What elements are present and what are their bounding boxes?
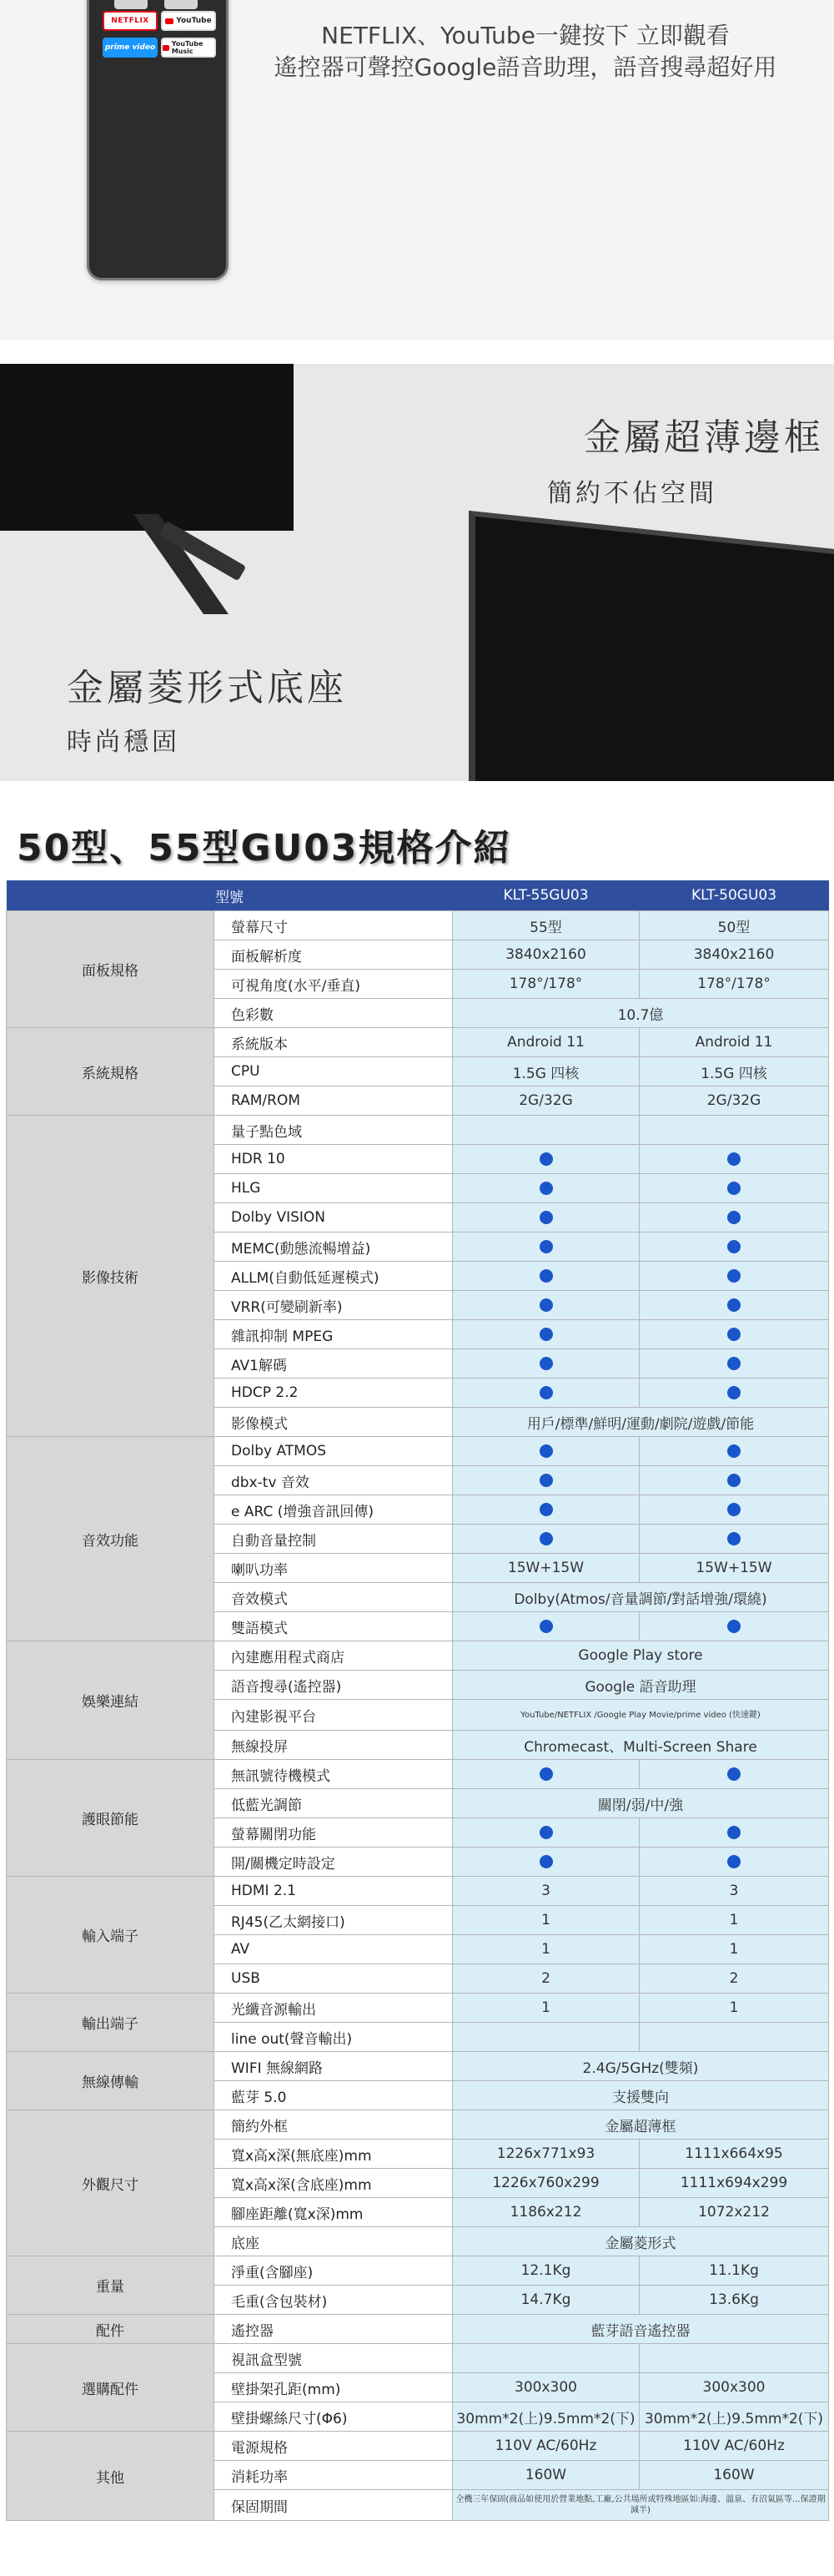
- spec-group-label: 輸入端子: [7, 1877, 214, 1994]
- spec-value: 15W+15W: [453, 1554, 640, 1583]
- supported-dot-icon: [640, 1233, 829, 1262]
- supported-dot-icon: [453, 1174, 640, 1203]
- spec-item-label: dbx-tv 音效: [214, 1466, 453, 1495]
- supported-dot-icon: [540, 1503, 553, 1516]
- spec-group-label: 輸出端子: [7, 1994, 214, 2052]
- spec-item-label: 雜訊抑制 MPEG: [214, 1320, 453, 1349]
- netflix-button: NETFLIX: [103, 11, 158, 31]
- spec-value: 1111x694x299: [640, 2169, 829, 2198]
- supported-dot-icon: [540, 1240, 553, 1253]
- remote-top-button: [114, 0, 148, 9]
- supported-dot-icon: [540, 1269, 553, 1283]
- spec-value: 1226x771x93: [453, 2140, 640, 2169]
- supported-dot-icon: [540, 1211, 553, 1224]
- header-model: 型號: [7, 880, 453, 911]
- spec-value: 30mm*2(上)9.5mm*2(下): [640, 2402, 829, 2432]
- spec-group-label: 影像技術: [7, 1116, 214, 1437]
- spec-group-label: 其他: [7, 2432, 214, 2521]
- spec-item-label: 音效模式: [214, 1583, 453, 1612]
- remote-line-1: NETFLIX、YouTube一鍵按下 立即觀看: [321, 22, 730, 49]
- supported-dot-icon: [453, 1145, 640, 1174]
- remote-feature-text: [250, 20, 801, 83]
- spec-item-label: 喇叭功率: [214, 1554, 453, 1583]
- supported-dot-icon: [640, 1525, 829, 1554]
- spec-value: 1111x664x95: [640, 2140, 829, 2169]
- prime-video-button: prime video: [103, 38, 158, 58]
- spec-header-row: [7, 880, 829, 911]
- supported-dot-icon: [640, 1349, 829, 1379]
- spec-group-label: 護眼節能: [7, 1760, 214, 1877]
- supported-dot-icon: [540, 1357, 553, 1370]
- supported-dot-icon: [453, 1760, 640, 1789]
- spec-value: 藍芽語音遙控器: [453, 2315, 829, 2344]
- spec-value: 2: [453, 1964, 640, 1994]
- supported-dot-icon: [540, 1532, 553, 1545]
- spec-item-label: HDR 10: [214, 1145, 453, 1174]
- spec-group-label: 選購配件: [7, 2344, 214, 2432]
- spec-group-label: 音效功能: [7, 1437, 214, 1641]
- spec-row: [7, 1437, 829, 1466]
- spec-value: 160W: [640, 2461, 829, 2490]
- spec-item-label: 系統版本: [214, 1028, 453, 1057]
- spec-value: 2: [640, 1964, 829, 1994]
- supported-dot-icon: [453, 1818, 640, 1848]
- supported-dot-icon: [727, 1211, 741, 1224]
- spec-value: Google 語音助理: [453, 1671, 829, 1700]
- spec-value: 全機三年保固(商品如使用於營業地點,工廠,公共場所或特殊地區如:海邊、溫泉、有沼氣區等...保證期減半): [453, 2490, 829, 2521]
- supported-dot-icon: [540, 1444, 553, 1458]
- spec-value: 1226x760x299: [453, 2169, 640, 2198]
- spec-value: 14.7Kg: [453, 2286, 640, 2315]
- spec-item-label: 雙語模式: [214, 1612, 453, 1641]
- supported-dot-icon: [540, 1826, 553, 1839]
- spec-title: 50型、55型GU03規格介紹: [17, 827, 512, 870]
- spec-group-label: 無線傳輸: [7, 2052, 214, 2110]
- spec-item-label: 底座: [214, 2227, 453, 2256]
- spec-value: 178°/178°: [453, 970, 640, 999]
- spec-row: [7, 2052, 829, 2081]
- spec-value: 300x300: [640, 2373, 829, 2402]
- spec-item-label: 量子點色域: [214, 1116, 453, 1145]
- spec-value: 關閉/弱/中/強: [453, 1789, 829, 1818]
- supported-dot-icon: [540, 1767, 553, 1781]
- supported-dot-icon: [640, 1262, 829, 1291]
- spec-group-label: 娛樂連結: [7, 1641, 214, 1760]
- supported-dot-icon: [727, 1240, 741, 1253]
- spec-value: 3840x2160: [640, 940, 829, 970]
- spec-item-label: 無訊號待機模式: [214, 1760, 453, 1789]
- youtube-music-button: [161, 38, 216, 58]
- spec-item-label: AV1解碼: [214, 1349, 453, 1379]
- supported-dot-icon: [640, 1145, 829, 1174]
- spec-value: Google Play store: [453, 1641, 829, 1671]
- supported-dot-icon: [727, 1182, 741, 1195]
- supported-dot-icon: [727, 1269, 741, 1283]
- spec-value: 1072x212: [640, 2198, 829, 2227]
- spec-value: 1: [453, 1906, 640, 1935]
- supported-dot-icon: [640, 1495, 829, 1525]
- spec-item-label: 寬x高x深(無底座)mm: [214, 2140, 453, 2169]
- spec-group-label: 面板規格: [7, 911, 214, 1028]
- spec-row: [7, 2256, 829, 2286]
- supported-dot-icon: [540, 1328, 553, 1341]
- youtube-music-label: YouTube Music: [171, 40, 203, 55]
- spec-item-label: HDMI 2.1: [214, 1877, 453, 1906]
- remote-top-button: [164, 0, 198, 9]
- supported-dot-icon: [640, 1291, 829, 1320]
- spec-value: 55型: [453, 911, 640, 940]
- header-model-55: KLT-55GU03: [453, 880, 640, 911]
- spec-value: 金屬超薄框: [453, 2110, 829, 2140]
- spec-item-label: 壁掛架孔距(mm): [214, 2373, 453, 2402]
- spec-item-label: 螢幕尺寸: [214, 911, 453, 940]
- spec-item-label: 簡約外框: [214, 2110, 453, 2140]
- spec-item-label: 自動音量控制: [214, 1525, 453, 1554]
- spec-value: Android 11: [640, 1028, 829, 1057]
- spec-value: 金屬菱形式: [453, 2227, 829, 2256]
- supported-dot-icon: [727, 1357, 741, 1370]
- spec-value: 1186x212: [453, 2198, 640, 2227]
- spec-value: 3: [640, 1877, 829, 1906]
- spec-value: Android 11: [453, 1028, 640, 1057]
- spec-group-label: 系統規格: [7, 1028, 214, 1116]
- spec-item-label: 遙控器: [214, 2315, 453, 2344]
- remote-section: [0, 0, 834, 340]
- spec-value: 用戶/標準/鮮明/運動/劇院/遊戲/節能: [453, 1408, 829, 1437]
- spec-item-label: HLG: [214, 1174, 453, 1203]
- spec-row: [7, 1994, 829, 2023]
- supported-dot-icon: [640, 1379, 829, 1408]
- spec-row: [7, 2110, 829, 2140]
- spec-item-label: 壁掛螺絲尺寸(Φ6): [214, 2402, 453, 2432]
- spec-item-label: WIFI 無線網路: [214, 2052, 453, 2081]
- spec-body: [7, 911, 829, 2521]
- spec-item-label: 消耗功率: [214, 2461, 453, 2490]
- spec-value: 110V AC/60Hz: [640, 2432, 829, 2461]
- spec-value: 15W+15W: [640, 1554, 829, 1583]
- supported-dot-icon: [453, 1848, 640, 1877]
- spec-item-label: ALLM(自動低延遲模式): [214, 1262, 453, 1291]
- spec-row: [7, 911, 829, 940]
- spec-value: YouTube/NETFLIX /Google Play Movie/prime video (快速鍵): [453, 1700, 829, 1731]
- supported-dot-icon: [727, 1444, 741, 1458]
- design-section: [0, 364, 834, 781]
- spec-value: [453, 2023, 640, 2052]
- spec-value: 1: [640, 1906, 829, 1935]
- spec-item-label: CPU: [214, 1057, 453, 1086]
- supported-dot-icon: [453, 1466, 640, 1495]
- spec-row: [7, 2432, 829, 2461]
- spec-item-label: 寬x高x深(含底座)mm: [214, 2169, 453, 2198]
- spec-value: [453, 2344, 640, 2373]
- spec-value: Dolby(Atmos/音量調節/對話增強/環繞): [453, 1583, 829, 1612]
- supported-dot-icon: [453, 1525, 640, 1554]
- supported-dot-icon: [540, 1620, 553, 1633]
- spec-item-label: Dolby ATMOS: [214, 1437, 453, 1466]
- supported-dot-icon: [727, 1474, 741, 1487]
- spec-value: [453, 1116, 640, 1145]
- spec-item-label: MEMC(動態流暢增益): [214, 1233, 453, 1262]
- remote-line-2: 遙控器可聲控Google語音助理，語音搜尋超好用: [274, 53, 777, 81]
- spec-value: 110V AC/60Hz: [453, 2432, 640, 2461]
- spec-item-label: 腳座距離(寬x深)mm: [214, 2198, 453, 2227]
- spec-value: Chromecast、Multi-Screen Share: [453, 1731, 829, 1760]
- spec-item-label: 可視角度(水平/垂直): [214, 970, 453, 999]
- spec-item-label: USB: [214, 1964, 453, 1994]
- spec-row: [7, 1877, 829, 1906]
- tv-frame-image: [469, 511, 834, 781]
- supported-dot-icon: [640, 1437, 829, 1466]
- remote-control-image: [87, 0, 229, 280]
- supported-dot-icon: [453, 1437, 640, 1466]
- spec-item-label: e ARC (增強音訊回傳): [214, 1495, 453, 1525]
- spec-item-label: Dolby VISION: [214, 1203, 453, 1233]
- supported-dot-icon: [640, 1818, 829, 1848]
- spec-table: [6, 880, 829, 2521]
- spec-value: 178°/178°: [640, 970, 829, 999]
- spec-item-label: VRR(可變刷新率): [214, 1291, 453, 1320]
- supported-dot-icon: [540, 1298, 553, 1312]
- supported-dot-icon: [727, 1532, 741, 1545]
- spec-value: 3840x2160: [453, 940, 640, 970]
- spec-group-label: 重量: [7, 2256, 214, 2315]
- spec-value: 12.1Kg: [453, 2256, 640, 2286]
- supported-dot-icon: [640, 1320, 829, 1349]
- spec-value: 10.7億: [453, 999, 829, 1028]
- supported-dot-icon: [540, 1182, 553, 1195]
- spec-value: 300x300: [453, 2373, 640, 2402]
- spec-group-label: 外觀尺寸: [7, 2110, 214, 2256]
- spec-item-label: HDCP 2.2: [214, 1379, 453, 1408]
- spec-item-label: 視訊盒型號: [214, 2344, 453, 2373]
- spec-row: [7, 1641, 829, 1671]
- supported-dot-icon: [640, 1466, 829, 1495]
- spec-item-label: 螢幕關閉功能: [214, 1818, 453, 1848]
- spec-item-label: 色彩數: [214, 999, 453, 1028]
- supported-dot-icon: [727, 1298, 741, 1312]
- spec-value: 13.6Kg: [640, 2286, 829, 2315]
- spec-value: 2G/32G: [640, 1086, 829, 1116]
- spec-item-label: 光纖音源輸出: [214, 1994, 453, 2023]
- supported-dot-icon: [727, 1620, 741, 1633]
- supported-dot-icon: [727, 1826, 741, 1839]
- supported-dot-icon: [453, 1379, 640, 1408]
- supported-dot-icon: [540, 1474, 553, 1487]
- supported-dot-icon: [453, 1233, 640, 1262]
- spec-value: 1.5G 四核: [640, 1057, 829, 1086]
- spec-item-label: 淨重(含腳座): [214, 2256, 453, 2286]
- supported-dot-icon: [540, 1855, 553, 1868]
- spec-value: [640, 2344, 829, 2373]
- spec-item-label: 語音搜尋(遙控器): [214, 1671, 453, 1700]
- supported-dot-icon: [640, 1760, 829, 1789]
- spec-item-label: 面板解析度: [214, 940, 453, 970]
- spec-value: 30mm*2(上)9.5mm*2(下): [453, 2402, 640, 2432]
- supported-dot-icon: [727, 1503, 741, 1516]
- spec-item-label: 電源規格: [214, 2432, 453, 2461]
- spec-item-label: AV: [214, 1935, 453, 1964]
- spec-item-label: line out(聲音輸出): [214, 2023, 453, 2052]
- spec-item-label: 低藍光調節: [214, 1789, 453, 1818]
- supported-dot-icon: [640, 1848, 829, 1877]
- frame-subtitle: 簡約不佔空間: [547, 479, 717, 508]
- supported-dot-icon: [640, 1174, 829, 1203]
- youtube-music-icon: [163, 45, 169, 51]
- supported-dot-icon: [540, 1386, 553, 1399]
- spec-item-label: 內建影視平台: [214, 1700, 453, 1731]
- supported-dot-icon: [453, 1320, 640, 1349]
- supported-dot-icon: [453, 1262, 640, 1291]
- supported-dot-icon: [727, 1328, 741, 1341]
- youtube-button: [161, 11, 216, 31]
- spec-item-label: 保固期間: [214, 2490, 453, 2521]
- spec-value: 2G/32G: [453, 1086, 640, 1116]
- spec-value: 3: [453, 1877, 640, 1906]
- spec-item-label: 內建應用程式商店: [214, 1641, 453, 1671]
- supported-dot-icon: [453, 1349, 640, 1379]
- supported-dot-icon: [727, 1855, 741, 1868]
- spec-value: 1: [640, 1935, 829, 1964]
- base-subtitle: 時尚穩固: [67, 728, 180, 757]
- supported-dot-icon: [640, 1203, 829, 1233]
- supported-dot-icon: [540, 1152, 553, 1166]
- spec-value: 1: [640, 1994, 829, 2023]
- spec-row: [7, 1116, 829, 1145]
- spec-value: 2.4G/5GHz(雙頻): [453, 2052, 829, 2081]
- spec-value: 11.1Kg: [640, 2256, 829, 2286]
- youtube-icon: [165, 18, 173, 24]
- frame-title: 金屬超薄邊框: [584, 416, 824, 459]
- tv-base-image: [0, 364, 294, 531]
- spec-item-label: 影像模式: [214, 1408, 453, 1437]
- spec-row: [7, 1760, 829, 1789]
- spec-value: 50型: [640, 911, 829, 940]
- spec-row: [7, 2344, 829, 2373]
- spec-item-label: RAM/ROM: [214, 1086, 453, 1116]
- spec-row: [7, 2315, 829, 2344]
- spec-group-label: 配件: [7, 2315, 214, 2344]
- spec-row: [7, 1028, 829, 1057]
- spec-value: 1: [453, 1935, 640, 1964]
- spec-value: 160W: [453, 2461, 640, 2490]
- supported-dot-icon: [453, 1612, 640, 1641]
- supported-dot-icon: [453, 1291, 640, 1320]
- spec-value: 支援雙向: [453, 2081, 829, 2110]
- spec-item-label: 開/關機定時設定: [214, 1848, 453, 1877]
- spec-value: [640, 2023, 829, 2052]
- spec-value: 1: [453, 1994, 640, 2023]
- supported-dot-icon: [640, 1612, 829, 1641]
- spec-item-label: 藍芽 5.0: [214, 2081, 453, 2110]
- spec-item-label: RJ45(乙太網接口): [214, 1906, 453, 1935]
- supported-dot-icon: [453, 1203, 640, 1233]
- supported-dot-icon: [727, 1767, 741, 1781]
- spec-item-label: 毛重(含包裝材): [214, 2286, 453, 2315]
- spec-value: 1.5G 四核: [453, 1057, 640, 1086]
- youtube-label: YouTube: [176, 17, 212, 25]
- spec-item-label: 無線投屏: [214, 1731, 453, 1760]
- spec-value: [640, 1116, 829, 1145]
- header-model-50: KLT-50GU03: [640, 880, 829, 911]
- base-title: 金屬菱形式底座: [67, 667, 347, 709]
- supported-dot-icon: [453, 1495, 640, 1525]
- supported-dot-icon: [727, 1152, 741, 1166]
- supported-dot-icon: [727, 1386, 741, 1399]
